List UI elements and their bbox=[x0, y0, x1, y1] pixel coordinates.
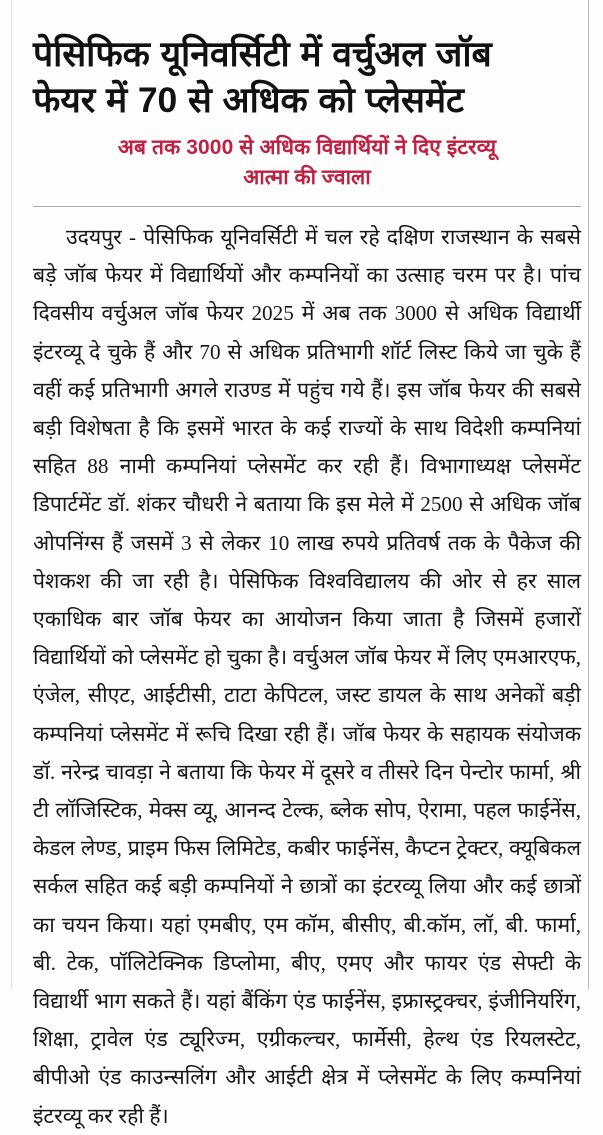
article-paragraph: उदयपुर - पेसिफिक यूनिवर्सिटी में चल रहे दक्षिण राजस्थान के सबसे बड़े जॉब फेयर में विद्यार्थियों और कम्पनियों का उत्साह चरम पर है। पांच दिवसीय वर्चुअल जॉब फेयर 2025 में अब तक 3000 से अधिक विद्यार्थी इंटरव्यू दे चुके हैं और 70 से अधिक प्रतिभागी शॉर्ट लिस्ट किये जा चुके हैं वहीं कई प्रतिभागी अगले राउण्ड में पहुंच गये हैं। इस जॉब फेयर की सबसे बड़ी विशेषता है कि इसमें भारत के कई राज्यों के साथ विदेशी कम्पनियां सहित 88 नामी कम्पनियां प्लेसमेंट कर रही हैं। विभागाध्यक्ष प्लेसमेंट डिपार्टमेंट डॉ. शंकर चौधरी ने बताया कि इस मेले में 2500 से अधिक जॉब ओपनिंग्स हैं जसमें 3 से लेकर 10 लाख रुपये प्रतिवर्ष तक के पैकेज की पेशकश की जा रही है। पेसिफिक विश्वविद्यालय की ओर से हर साल एकाधिक बार जॉब फेयर का आयोजन किया जाता है जिसमें हजारों विद्यार्थियों को प्लेसमेंट हो चुका है। वर्चुअल जॉब फेयर में लिए एमआरएफ, एंजेल, सीएट, आईटीसी, टाटा केपिटल, जस्ट डायल के साथ अनेकों बड़ी कम्पनियां प्लेसमेंट में रूचि दिखा रही हैं। जॉब फेयर के सहायक संयोजक डॉ. नरेन्द्र चावड़ा ने बताया कि फेयर में दूसरे व तीसरे दिन पेन्टोर फार्मा, श्री टी लॉजिस्टिक, मेक्स व्यू, आनन्द टेल्क, ब्लेक सोप, ऐरामा, पहल फाईनेंस, केडल लेण्ड, प्राइम फिस लिमिटेड, कबीर फाईनेंस, कैप्टन ट्रेक्टर, क्यूबिकल सर्कल सहित कई बड़ी कम्पनियों ने छात्रों का इंटरव्यू लिया और कई छात्रों का चयन किया। यहां एमबीए, एम कॉम, बीसीए, बी.कॉम, लॉ, बी. फार्मा, बी. टेक, पॉलिटेक्निक डिप्लोमा, बीए, एमए और फायर एंड सेफ्टी के विद्यार्थी भाग सकते हैं। यहां बैंकिंग एंड फाईनेंस, इफ्रास्ट्रक्चर, इंजीनियरिंग, शिक्षा, ट्रावेल एंड ट्यूरिज्म, एग्रीकल्चर, फार्मेसी, हेल्थ एंड रियलस्टेट, बीपीओ एंड काउन्सलिंग और आईटी क्षेत्र में प्लेसमेंट के लिए कम्पनियां इंटरव्यू कर रही हैं। bbox=[33, 225, 581, 1128]
sub-headline-line-2: आत्मा की ज्वाला bbox=[243, 166, 371, 189]
left-column-rule bbox=[11, 0, 12, 989]
sub-headline-line-1: अब तक 3000 से अधिक विद्यार्थियों ने दिए इंटरव्यू bbox=[117, 136, 497, 159]
page-title bbox=[33, 0, 581, 123]
article-body bbox=[33, 207, 581, 1135]
right-column-rule bbox=[588, 0, 589, 989]
sub-headline bbox=[33, 123, 581, 193]
article-container bbox=[33, 0, 581, 1135]
headline-line-1: पेसिफिक यूनिवर्सिटी में वर्चुअल जॉब bbox=[33, 34, 492, 74]
headline-line-2: फेयर में 70 से अधिक को प्लेसमेंट bbox=[33, 80, 464, 120]
